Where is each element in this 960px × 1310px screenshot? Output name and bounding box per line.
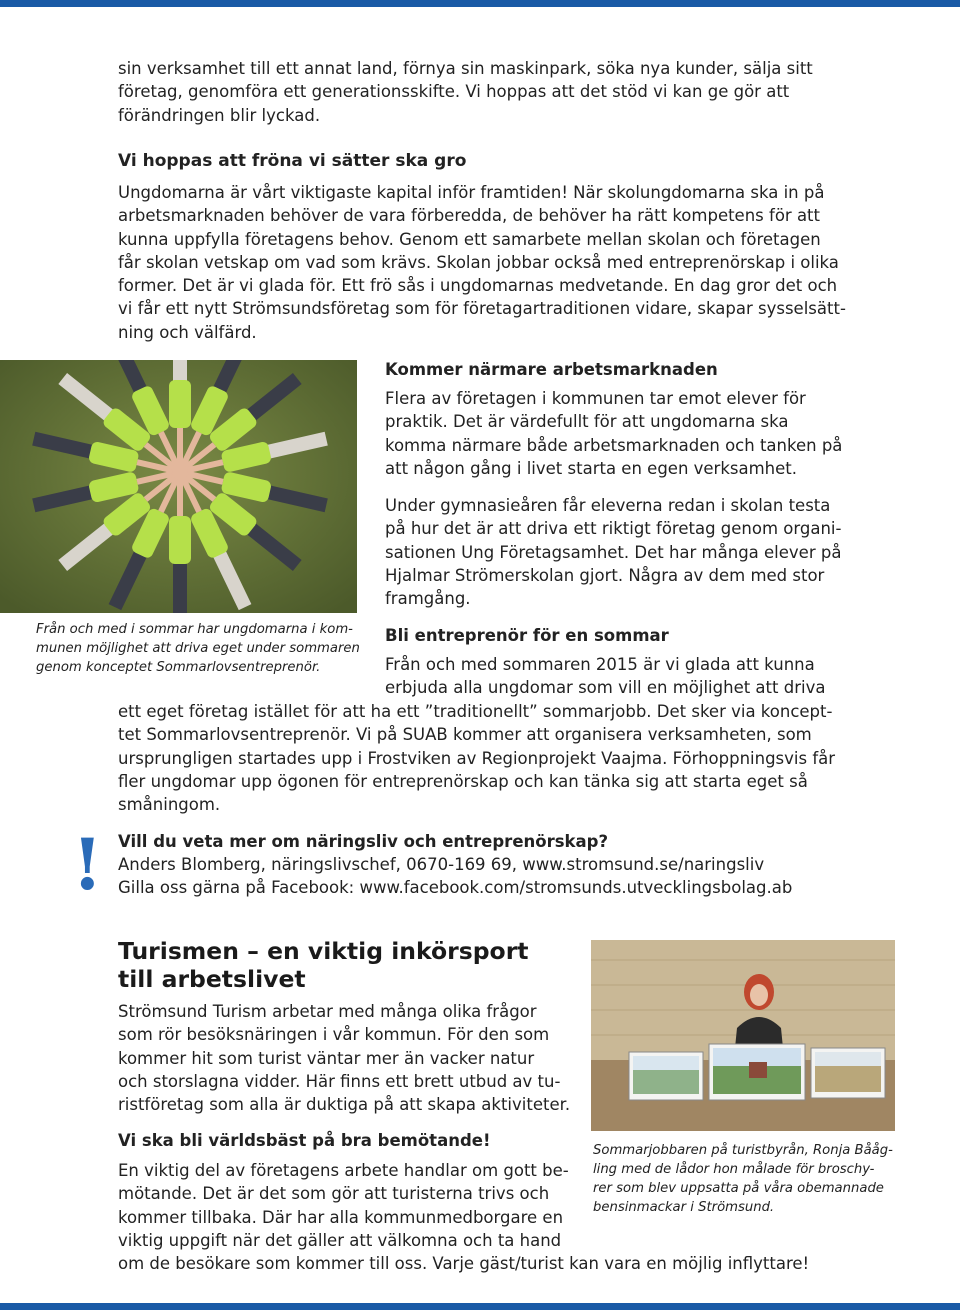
text-line: på hur det är att driva ett riktigt företag genom organi-: [385, 519, 842, 539]
text-line: som rör besöksnäringen i vår kommun. För den som: [118, 1025, 550, 1045]
text-line: småningom.: [118, 795, 221, 815]
bottom-rule: [0, 1303, 960, 1310]
seeds-paragraph: [118, 181, 846, 344]
text-line: företag, genomföra ett generationsskifte. Vi hoppas att det stöd vi kan ge gör att: [118, 82, 790, 102]
text-line: Under gymnasieåren får eleverna redan i skolan testa: [385, 496, 831, 515]
exclamation-icon: !: [72, 823, 103, 906]
text-line: ning och välfärd.: [118, 322, 257, 342]
text-line: får skolan vetskap om vad som krävs. Skolan jobbar också med entreprenörskap i olika: [118, 252, 839, 272]
text-line: viktig uppgift när det gäller att välkomna och ta hand: [118, 1230, 562, 1250]
text-line: En viktig del av företagens arbete handlar om gott be-: [118, 1161, 569, 1180]
painted-boxes-illustration: [591, 940, 895, 1131]
section-heading-summer: Bli entreprenör för en sommar: [385, 626, 669, 645]
caption-line: bensinmackar i Strömsund.: [593, 1200, 775, 1215]
text-line: praktik. Det är värdefullt för att ungdomarna ska: [385, 412, 789, 432]
tourism-title: [118, 937, 529, 993]
intro-paragraph: [118, 57, 813, 127]
text-line: Flera av företagen i kommunen tar emot elever för: [385, 389, 806, 408]
text-line: att någon gång i livet starta en egen verksamhet.: [385, 458, 798, 478]
caption-line: genom konceptet Sommarlovsentreprenör.: [36, 660, 321, 675]
closer-paragraph-2: [385, 494, 841, 610]
title-line: Turismen – en viktig inkörsport: [118, 937, 529, 965]
text-line: ett eget företag istället för att ha ett ”traditionellt” sommarjobb. Det sker via koncept-: [118, 702, 833, 721]
text-line: Ungdomarna är vårt viktigaste kapital inför framtiden! När skolungdomarna ska in på: [118, 183, 825, 202]
text-line: och storslagna vidder. Här finns ett brett utbud av tu-: [118, 1071, 561, 1091]
youth-circle-illustration: [0, 360, 357, 613]
section-heading-seeds: Vi hoppas att fröna vi sätter ska gro: [118, 151, 467, 171]
text-line: kommer hit som turist väntar mer än vacker natur: [118, 1048, 535, 1068]
text-line: erbjuda alla ungdomar som vill en möjlighet att driva: [385, 678, 826, 698]
text-line: ursprungligen startades upp i Frostviken av Regionprojekt Vaajma. Förhoppningsvis får: [118, 748, 836, 768]
text-line: mötande. Det är det som gör att turisterna trivs och: [118, 1184, 550, 1204]
section-heading-closer: Kommer närmare arbetsmarknaden: [385, 360, 718, 379]
tourism-subheading: Vi ska bli världsbäst på bra bemötande!: [118, 1131, 491, 1150]
title-line: till arbetslivet: [118, 965, 306, 993]
caption-line: Sommarjobbaren på turistbyrån, Ronja Bååg-: [593, 1143, 893, 1158]
text-line: former. Det är vi glada för. Ett frö sås i ungdomarnas medvetande. En dag gror det och: [118, 276, 838, 296]
closer-paragraph-1: [385, 387, 842, 480]
photo2-caption: [593, 1141, 893, 1217]
text-line: fler ungdomar upp ögonen för entreprenörskap och kan tänka sig att starta eget så: [118, 771, 808, 791]
text-line: Strömsund Turism arbetar med många olika frågor: [118, 1002, 537, 1021]
text-line: Hjalmar Strömerskolan gjort. Några av dem med stor: [385, 565, 825, 585]
photo1-caption: [36, 620, 360, 677]
contact-heading: Vill du veta mer om näringsliv och entreprenörskap?: [118, 832, 609, 851]
top-rule: [0, 0, 960, 7]
text-line: Från och med sommaren 2015 är vi glada att kunna: [385, 655, 815, 674]
painted-boxes-photo: [591, 940, 895, 1131]
tourism-paragraph: [118, 1000, 570, 1116]
youth-circle-photo: [0, 360, 357, 613]
text-line: framgång.: [385, 589, 471, 609]
text-line: tet Sommarlovsentreprenör. Vi på SUAB kommer att organisera verksamheten, som: [118, 725, 812, 745]
text-line: sationen Ung Företagsamhet. Det har många elever på: [385, 542, 842, 562]
contact-line-website: Anders Blomberg, näringslivschef, 0670-169 69, www.stromsund.se/naringsliv: [118, 855, 765, 874]
caption-line: ling med de lådor hon målade för broschy-: [593, 1162, 875, 1177]
text-line: kommer tillbaka. Där har alla kommunmedborgare en: [118, 1207, 564, 1227]
summer-paragraph-narrow: [385, 653, 825, 700]
text-line: sin verksamhet till ett annat land, förnya sin maskinpark, söka nya kunder, sälja sitt: [118, 59, 813, 78]
caption-line: rer som blev uppsatta på våra obemannade: [593, 1181, 884, 1196]
contact-details: [118, 853, 792, 900]
text-line: kunna uppfylla företagens behov. Genom ett samarbete mellan skolan och företagen: [118, 229, 821, 249]
text-line: vi får ett nytt Strömsundsföretag som för företagartraditionen vidare, skapar sysselsätt-: [118, 299, 846, 319]
contact-line-facebook: Gilla oss gärna på Facebook: www.facebook.com/stromsunds.utvecklingsbolag.ab: [118, 878, 793, 898]
text-line: ristföretag som alla är duktiga på att skapa aktiviteter.: [118, 1095, 571, 1115]
text-line: arbetsmarknaden behöver de vara förberedda, de behöver ha rätt kompetens för att: [118, 206, 820, 226]
text-line: komma närmare både arbetsmarknaden och tanken på: [385, 435, 843, 455]
text-line: om de besökare som kommer till oss. Varje gäst/turist kan vara en möjlig inflyttare!: [118, 1254, 810, 1274]
text-line: förändringen blir lyckad.: [118, 105, 321, 125]
hands-center: [172, 464, 188, 480]
caption-line: Från och med i sommar har ungdomarna i kom-: [36, 622, 353, 637]
summer-paragraph-wide: [118, 700, 835, 816]
caption-line: munen möjlighet att driva eget under sommaren: [36, 641, 360, 656]
